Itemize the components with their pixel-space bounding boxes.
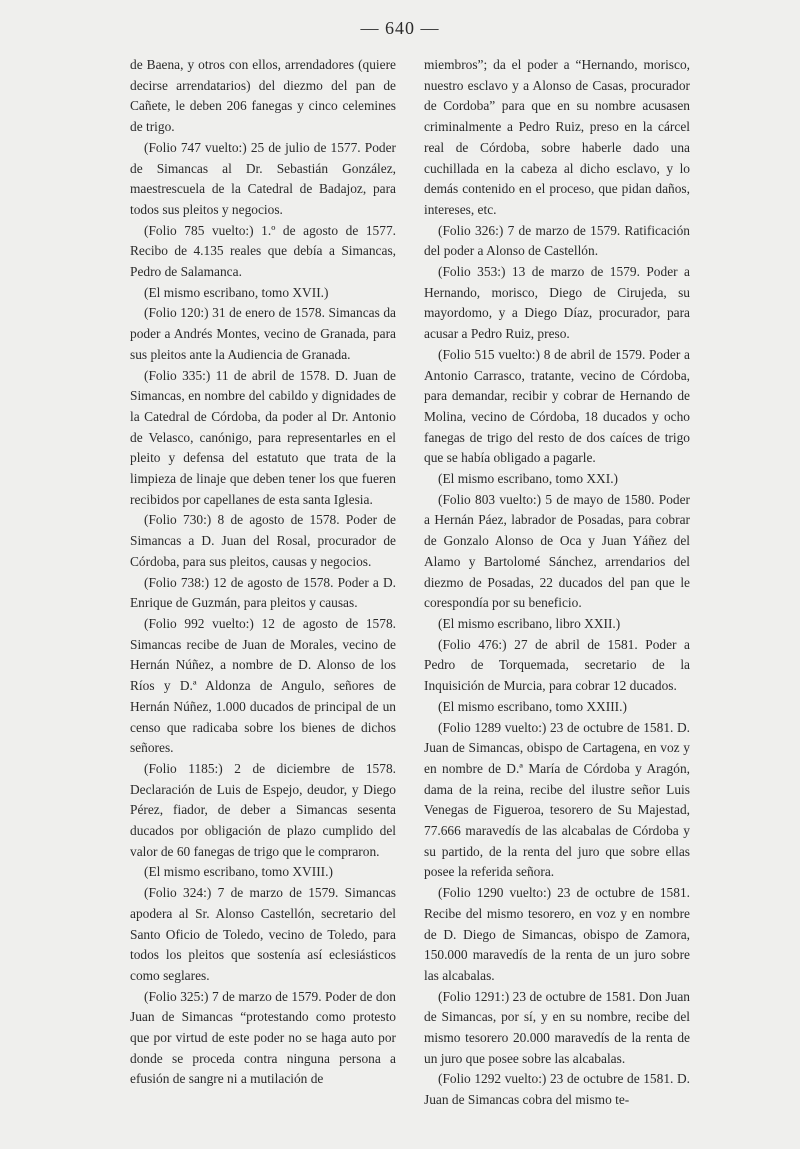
page-number: — 640 — (360, 18, 440, 38)
paragraph: (El mismo escribano, tomo XXI.) (438, 471, 618, 487)
paragraph: (Folio 1292 vuelto:) 23 de octubre de 1581. D. Juan de Simancas cobra del mismo te- (424, 1071, 690, 1108)
text-columns (130, 55, 690, 1111)
paragraph: (Folio 515 vuelto:) 8 de abril de 1579. Poder a Antonio Carrasco, tratante, vecino de Córdoba, para demandar, recibir y cobrar de Hernando de Molina, vecino de Córdoba, 18 ducados y ocho fanegas de trigo del resto de dos caíces de trigo que se había obligado a pagarle. (424, 346, 690, 466)
paragraph: (Folio 730:) 8 de agosto de 1578. Poder de Simancas a D. Juan del Rosal, procurador de Córdoba, para sus pleitos, causas y negocios. (130, 512, 396, 569)
paragraph: (El mismo escribano, libro XXII.) (438, 615, 621, 631)
paragraph: (Folio 785 vuelto:) 1.º de agosto de 1577. Recibo de 4.135 reales que debía a Simancas, Pedro de Salamanca. (130, 222, 396, 280)
paragraph: (Folio 738:) 12 de agosto de 1578. Poder a D. Enrique de Guzmán, para pleitos y causas. (130, 574, 396, 611)
paragraph: (El mismo escribano, tomo XVIII.) (144, 864, 333, 880)
right-column (424, 55, 690, 1111)
paragraph: (Folio 120:) 31 de enero de 1578. Simancas da poder a Andrés Montes, vecino de Granada, para sus pleitos ante la Audiencia de Granada. (130, 305, 396, 362)
paragraph: (Folio 1289 vuelto:) 23 de octubre de 1581. D. Juan de Simancas, obispo de Cartagena, en voz y en nombre de D.ª María de Córdoba y Aragón, dama de la reina, recibe del ilustre señor Luis Venegas de Figueroa, tesorero de Su Majestad, 77.666 maravedís de las alcabalas de Córdoba y su partido, de la renta del juro que sobre ellas posee la referida señora. (424, 719, 690, 880)
paragraph: (Folio 324:) 7 de marzo de 1579. Simancas apodera al Sr. Alonso Castellón, secretario del Santo Oficio de Toledo, vecino de Toledo, para todos los pleitos que sostenía así eclesiásticos como seglares. (130, 885, 396, 983)
paragraph: (Folio 1290 vuelto:) 23 de octubre de 1581. Recibe del mismo tesorero, en voz y en nombre de D. Diego de Simancas, obispo de Zamora, 150.000 maravedís de la renta de un juro sobre las alcabalas. (424, 885, 690, 983)
paragraph: (Folio 353:) 13 de marzo de 1579. Poder a Hernando, morisco, Diego de Cirujeda, su mayordomo, y a Diego Díaz, procurador, para acusar a Pedro Ruiz, preso. (424, 264, 690, 342)
paragraph: (Folio 1185:) 2 de diciembre de 1578. Declaración de Luis de Espejo, deudor, y Diego Pérez, fiador, de deber a Simancas sesenta ducados por obligación de plazo cumplido del valor de 60 fanegas de trigo que le compraron. (130, 760, 396, 859)
paragraph: (Folio 325:) 7 de marzo de 1579. Poder de don Juan de Simancas “protestando como protesto que por virtud de este poder no se haga auto por donde se proceda contra ninguna persona a efusión de sangre ni a mutilación de (130, 988, 396, 1087)
paragraph: (Folio 747 vuelto:) 25 de julio de 1577. Poder de Simancas al Dr. Sebastián González, maestrescuela de la Catedral de Badajoz, para todos sus pleitos y negocios. (130, 139, 396, 217)
paragraph: (El mismo escribano, tomo XVII.) (144, 284, 329, 300)
paragraph: (Folio 1291:) 23 de octubre de 1581. Don Juan de Simancas, por sí, y en su nombre, recibe del mismo tesorero 20.000 maravedís de la renta de un juro que posee sobre las alcabalas. (424, 988, 690, 1066)
paragraph: de Baena, y otros con ellos, arrendadores (quiere decirse arrendatarios) del diezmo del pan de Cañete, le deben 206 fanegas y cinco celemines de trigo. (130, 57, 396, 135)
paragraph: (Folio 803 vuelto:) 5 de mayo de 1580. Poder a Hernán Páez, labrador de Posadas, para cobrar de Gonzalo Alonso de Oca y Juan Yáñez del Alamo y Bartolomé Sánchez, arrendarios del diezmo de Posadas, 22 ducados del pan que le corespondía por su beneficio. (424, 491, 690, 611)
paragraph: miembros”; da el poder a “Hernando, morisco, nuestro esclavo y a Alonso de Casas, procurador de Cordoba” para que en su nombre acusasen criminalmente a Pedro Ruiz, preso en la cárcel real de Córdoba, sobre haberle dado una cuchillada en la cabeza al dicho esclavo, y lo demás contenido en el proceso, que pidan daños, intereses, etc. (424, 57, 690, 217)
paragraph: (El mismo escribano, tomo XXIII.) (438, 698, 627, 714)
paragraph: (Folio 476:) 27 de abril de 1581. Poder a Pedro de Torquemada, secretario de la Inquisición de Murcia, para cobrar 12 ducados. (424, 636, 690, 694)
paragraph: (Folio 326:) 7 de marzo de 1579. Ratificación del poder a Alonso de Castellón. (424, 222, 690, 259)
left-column (130, 55, 396, 1111)
paragraph: (Folio 992 vuelto:) 12 de agosto de 1578. Simancas recibe de Juan de Morales, vecino de Hernán Núñez, a nombre de D. Alonso de los Ríos y D.ª Aldonza de Angulo, señores de Hernán Núñez, 1.000 ducados de principal de un censo que radicaba sobre los bienes de dichos señores. (130, 615, 396, 756)
paragraph: (Folio 335:) 11 de abril de 1578. D. Juan de Simancas, en nombre del cabildo y dignidades de la Catedral de Córdoba, da poder al Dr. Antonio de Velasco, canónigo, para representarles en el pleito y defensa del estatuto que trata de la limpieza de linaje que deben tener los que fueren recibidos por capellanes de esta santa Iglesia. (130, 367, 396, 507)
